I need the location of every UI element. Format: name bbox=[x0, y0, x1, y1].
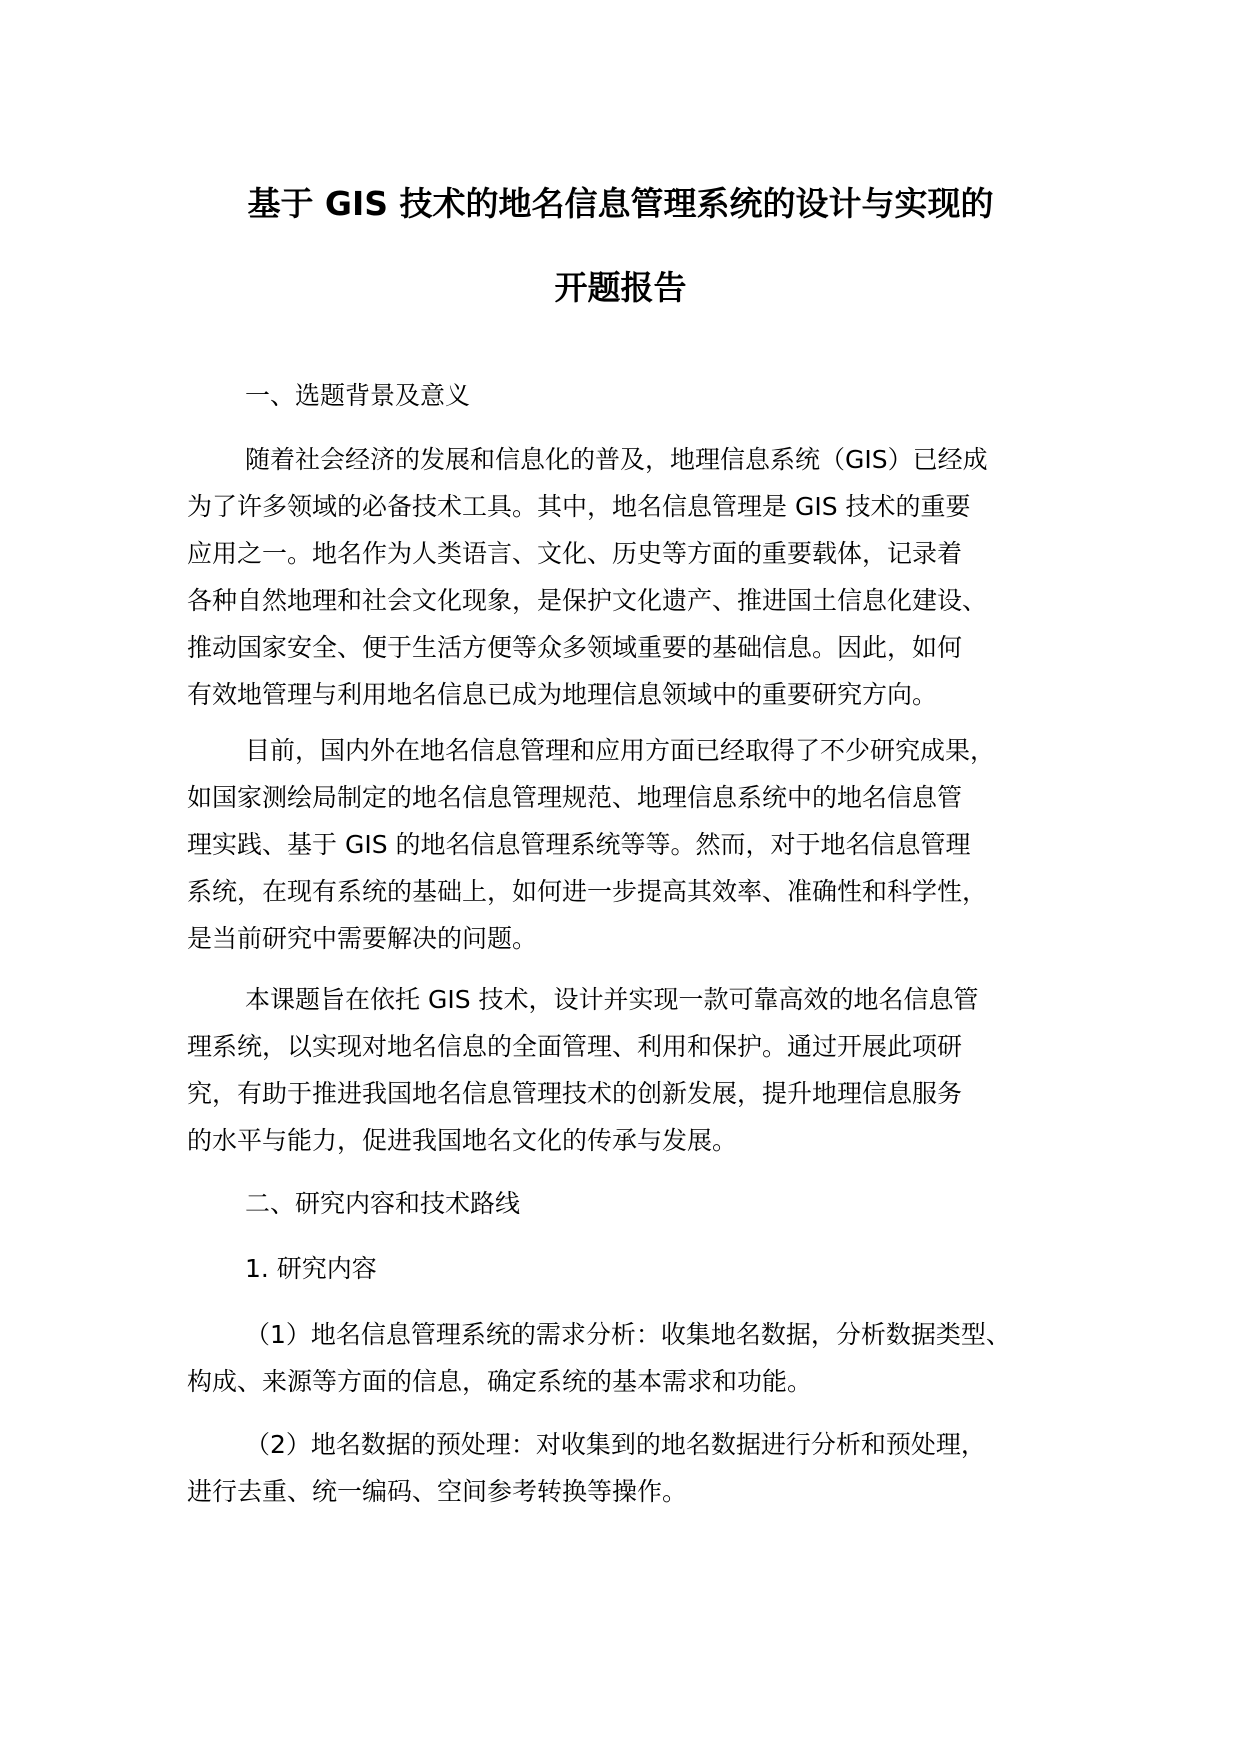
paragraph-line: （2）地名数据的预处理：对收集到的地名数据进行分析和预处理， bbox=[245, 1430, 986, 1459]
subsection-heading-block bbox=[187, 1245, 1087, 1292]
paragraph-line: 为了许多领域的必备技术工具。其中，地名信息管理是 GIS 技术的重要 bbox=[187, 492, 971, 521]
subsection-heading: 1. 研究内容 bbox=[245, 1254, 377, 1283]
document-title-line-1: 基于 GIS 技术的地名信息管理系统的设计与实现的 bbox=[247, 184, 994, 223]
paragraph-line: （1）地名信息管理系统的需求分析：收集地名数据，分析数据类型、 bbox=[245, 1320, 1011, 1349]
paragraph-line: 如国家测绘局制定的地名信息管理规范、地理信息系统中的地名信息管 bbox=[187, 783, 963, 812]
paragraph-line: 本课题旨在依托 GIS 技术，设计并实现一款可靠高效的地名信息管 bbox=[245, 985, 979, 1014]
section-heading: 一、选题背景及意义 bbox=[245, 381, 471, 410]
paragraph-line: 各种自然地理和社会文化现象，是保护文化遗产、推进国土信息化建设、 bbox=[187, 586, 988, 615]
research-item-1 bbox=[187, 1311, 1087, 1405]
section-heading: 二、研究内容和技术路线 bbox=[245, 1189, 521, 1218]
research-item-2 bbox=[187, 1421, 1087, 1515]
paragraph-background-3 bbox=[187, 976, 1087, 1164]
paragraph-background-1 bbox=[187, 436, 1087, 718]
paragraph-line: 系统，在现有系统的基础上，如何进一步提高其效率、准确性和科学性， bbox=[187, 877, 988, 906]
document-title-line-2: 开题报告 bbox=[554, 268, 687, 307]
paragraph-line: 推动国家安全、便于生活方便等众多领域重要的基础信息。因此，如何 bbox=[187, 633, 963, 662]
paragraph-line: 理实践、基于 GIS 的地名信息管理系统等等。然而，对于地名信息管理 bbox=[187, 830, 971, 859]
paragraph-line: 目前，国内外在地名信息管理和应用方面已经取得了不少研究成果， bbox=[245, 736, 996, 765]
paragraph-line: 有效地管理与利用地名信息已成为地理信息领域中的重要研究方向。 bbox=[187, 680, 938, 709]
paragraph-line: 应用之一。地名作为人类语言、文化、历史等方面的重要载体，记录着 bbox=[187, 539, 963, 568]
paragraph-line: 进行去重、统一编码、空间参考转换等操作。 bbox=[187, 1477, 688, 1506]
paragraph-line: 构成、来源等方面的信息，确定系统的基本需求和功能。 bbox=[187, 1367, 813, 1396]
paragraph-line: 究，有助于推进我国地名信息管理技术的创新发展，提升地理信息服务 bbox=[187, 1079, 963, 1108]
section-2-heading-block bbox=[187, 1180, 1087, 1227]
paragraph-line: 理系统，以实现对地名信息的全面管理、利用和保护。通过开展此项研 bbox=[187, 1032, 963, 1061]
paragraph-line: 是当前研究中需要解决的问题。 bbox=[187, 924, 538, 953]
paragraph-line: 随着社会经济的发展和信息化的普及，地理信息系统（GIS）已经成 bbox=[245, 445, 988, 474]
paragraph-line: 的水平与能力，促进我国地名文化的传承与发展。 bbox=[187, 1126, 738, 1155]
paragraph-background-2 bbox=[187, 727, 1087, 962]
section-1-heading-block bbox=[187, 372, 1087, 419]
